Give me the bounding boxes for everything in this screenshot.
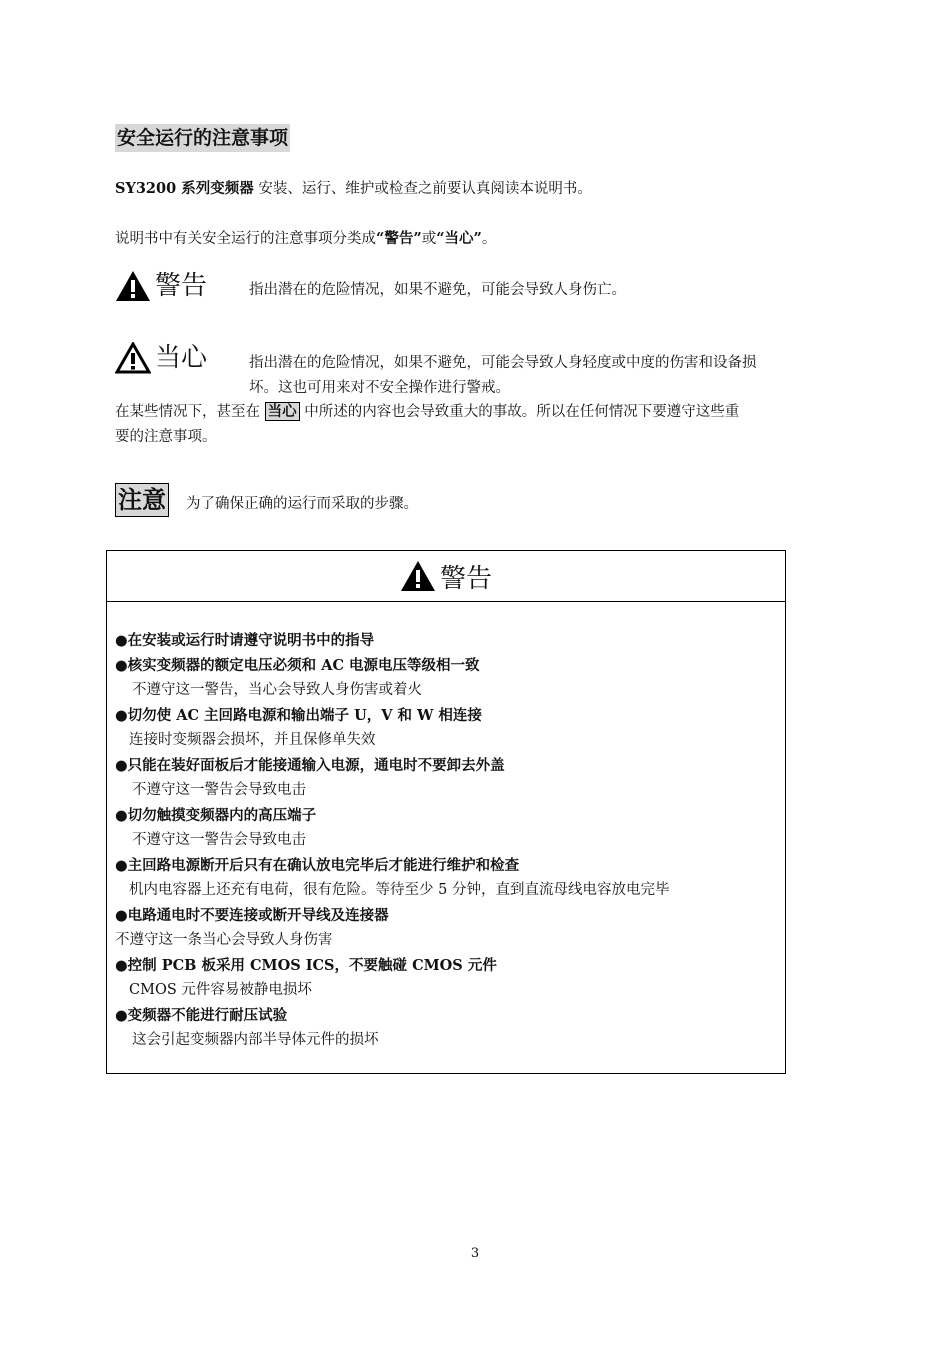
product-name: SY3200 系列变频器 <box>115 180 254 197</box>
warning-item-desc: 连接时变频器会损坏，并且保修单失效 <box>129 732 376 748</box>
warning-triangle-filled-icon <box>400 560 436 592</box>
classify-warning-term: “警告” <box>376 230 422 247</box>
warning-box-title: 警告 <box>439 563 492 594</box>
classify-post: 。 <box>481 231 497 247</box>
warning-item-title: ●切勿触摸变频器内的高压端子 <box>115 807 317 824</box>
caution-note-line2: 要的注意事项。 <box>115 429 217 445</box>
warning-item-desc: CMOS 元件容易被静电损坏 <box>129 982 312 998</box>
classify-mid: 或 <box>421 231 437 247</box>
caution-inline-tag: 当心 <box>265 402 300 421</box>
warning-box-header <box>107 551 785 602</box>
caution-definition-line2: 坏。这也可用来对不安全操作进行警戒。 <box>249 380 510 396</box>
caution-definition-line1: 指出潜在的危险情况，如果不避免，可能会导致人身轻度或中度的伤害和设备损 <box>249 355 757 371</box>
warning-item-title: ●控制 PCB 板采用 CMOS ICS，不要触碰 CMOS 元件 <box>115 957 497 974</box>
caution-note-line1 <box>115 401 739 423</box>
classify-caution-term: “当心” <box>436 230 482 247</box>
caution-note-post: 中所述的内容也会导致重大的事故。所以在任何情况下要遵守这些重 <box>299 404 740 420</box>
warning-item-title: ●切勿使 AC 主回路电源和输出端子 U，V 和 W 相连接 <box>115 707 482 724</box>
caution-symbol <box>115 342 207 374</box>
warning-item-title: ●电路通电时不要连接或断开导线及连接器 <box>115 907 389 924</box>
warning-item-desc: 不遵守这一警告会导致电击 <box>132 782 306 798</box>
page-number: 3 <box>470 1246 480 1261</box>
warning-item-desc: 不遵守这一条当心会导致人身伤害 <box>115 932 333 948</box>
caution-label: 当心 <box>155 343 208 373</box>
notice-tag: 注意 <box>115 483 169 517</box>
page-title: 安全运行的注意事项 <box>115 124 290 152</box>
classify-pre: 说明书中有关安全运行的注意事项分类成 <box>115 231 376 247</box>
warning-item-title: ●在安装或运行时请遵守说明书中的指导 <box>115 632 375 649</box>
warning-triangle-outline-icon <box>115 342 151 374</box>
intro-text: 安装、运行、维护或检查之前要认真阅读本说明书。 <box>253 181 592 197</box>
caution-note-pre: 在某些情况下，甚至在 <box>115 404 265 420</box>
warning-triangle-filled-icon <box>115 270 151 302</box>
intro-paragraph <box>115 178 592 200</box>
classification-paragraph <box>115 228 496 250</box>
warning-label: 警告 <box>155 271 208 301</box>
warning-item-title: ●核实变频器的额定电压必须和 AC 电源电压等级相一致 <box>115 657 480 674</box>
warning-item-desc: 不遵守这一警告会导致电击 <box>132 832 306 848</box>
warning-items <box>107 602 785 1053</box>
warning-item-desc: 这会引起变频器内部半导体元件的损坏 <box>132 1032 379 1048</box>
warning-symbol <box>115 270 207 302</box>
warning-item-desc: 不遵守这一警告，当心会导致人身伤害或着火 <box>132 682 422 698</box>
warning-definition: 指出潜在的危险情况，如果不避免，可能会导致人身伤亡。 <box>249 282 626 298</box>
warning-item-title: ●主回路电源断开后只有在确认放电完毕后才能进行维护和检查 <box>115 857 520 874</box>
warning-item-title: ●只能在装好面板后才能接通输入电源，通电时不要卸去外盖 <box>115 757 505 774</box>
warning-item-title: ●变频器不能进行耐压试验 <box>115 1007 288 1024</box>
warning-box <box>106 550 786 1074</box>
warning-item-desc: 机内电容器上还充有电荷，很有危险。等待至少 5 分钟，直到直流母线电容放电完毕 <box>129 882 670 898</box>
notice-definition: 为了确保正确的运行而采取的步骤。 <box>186 496 418 512</box>
